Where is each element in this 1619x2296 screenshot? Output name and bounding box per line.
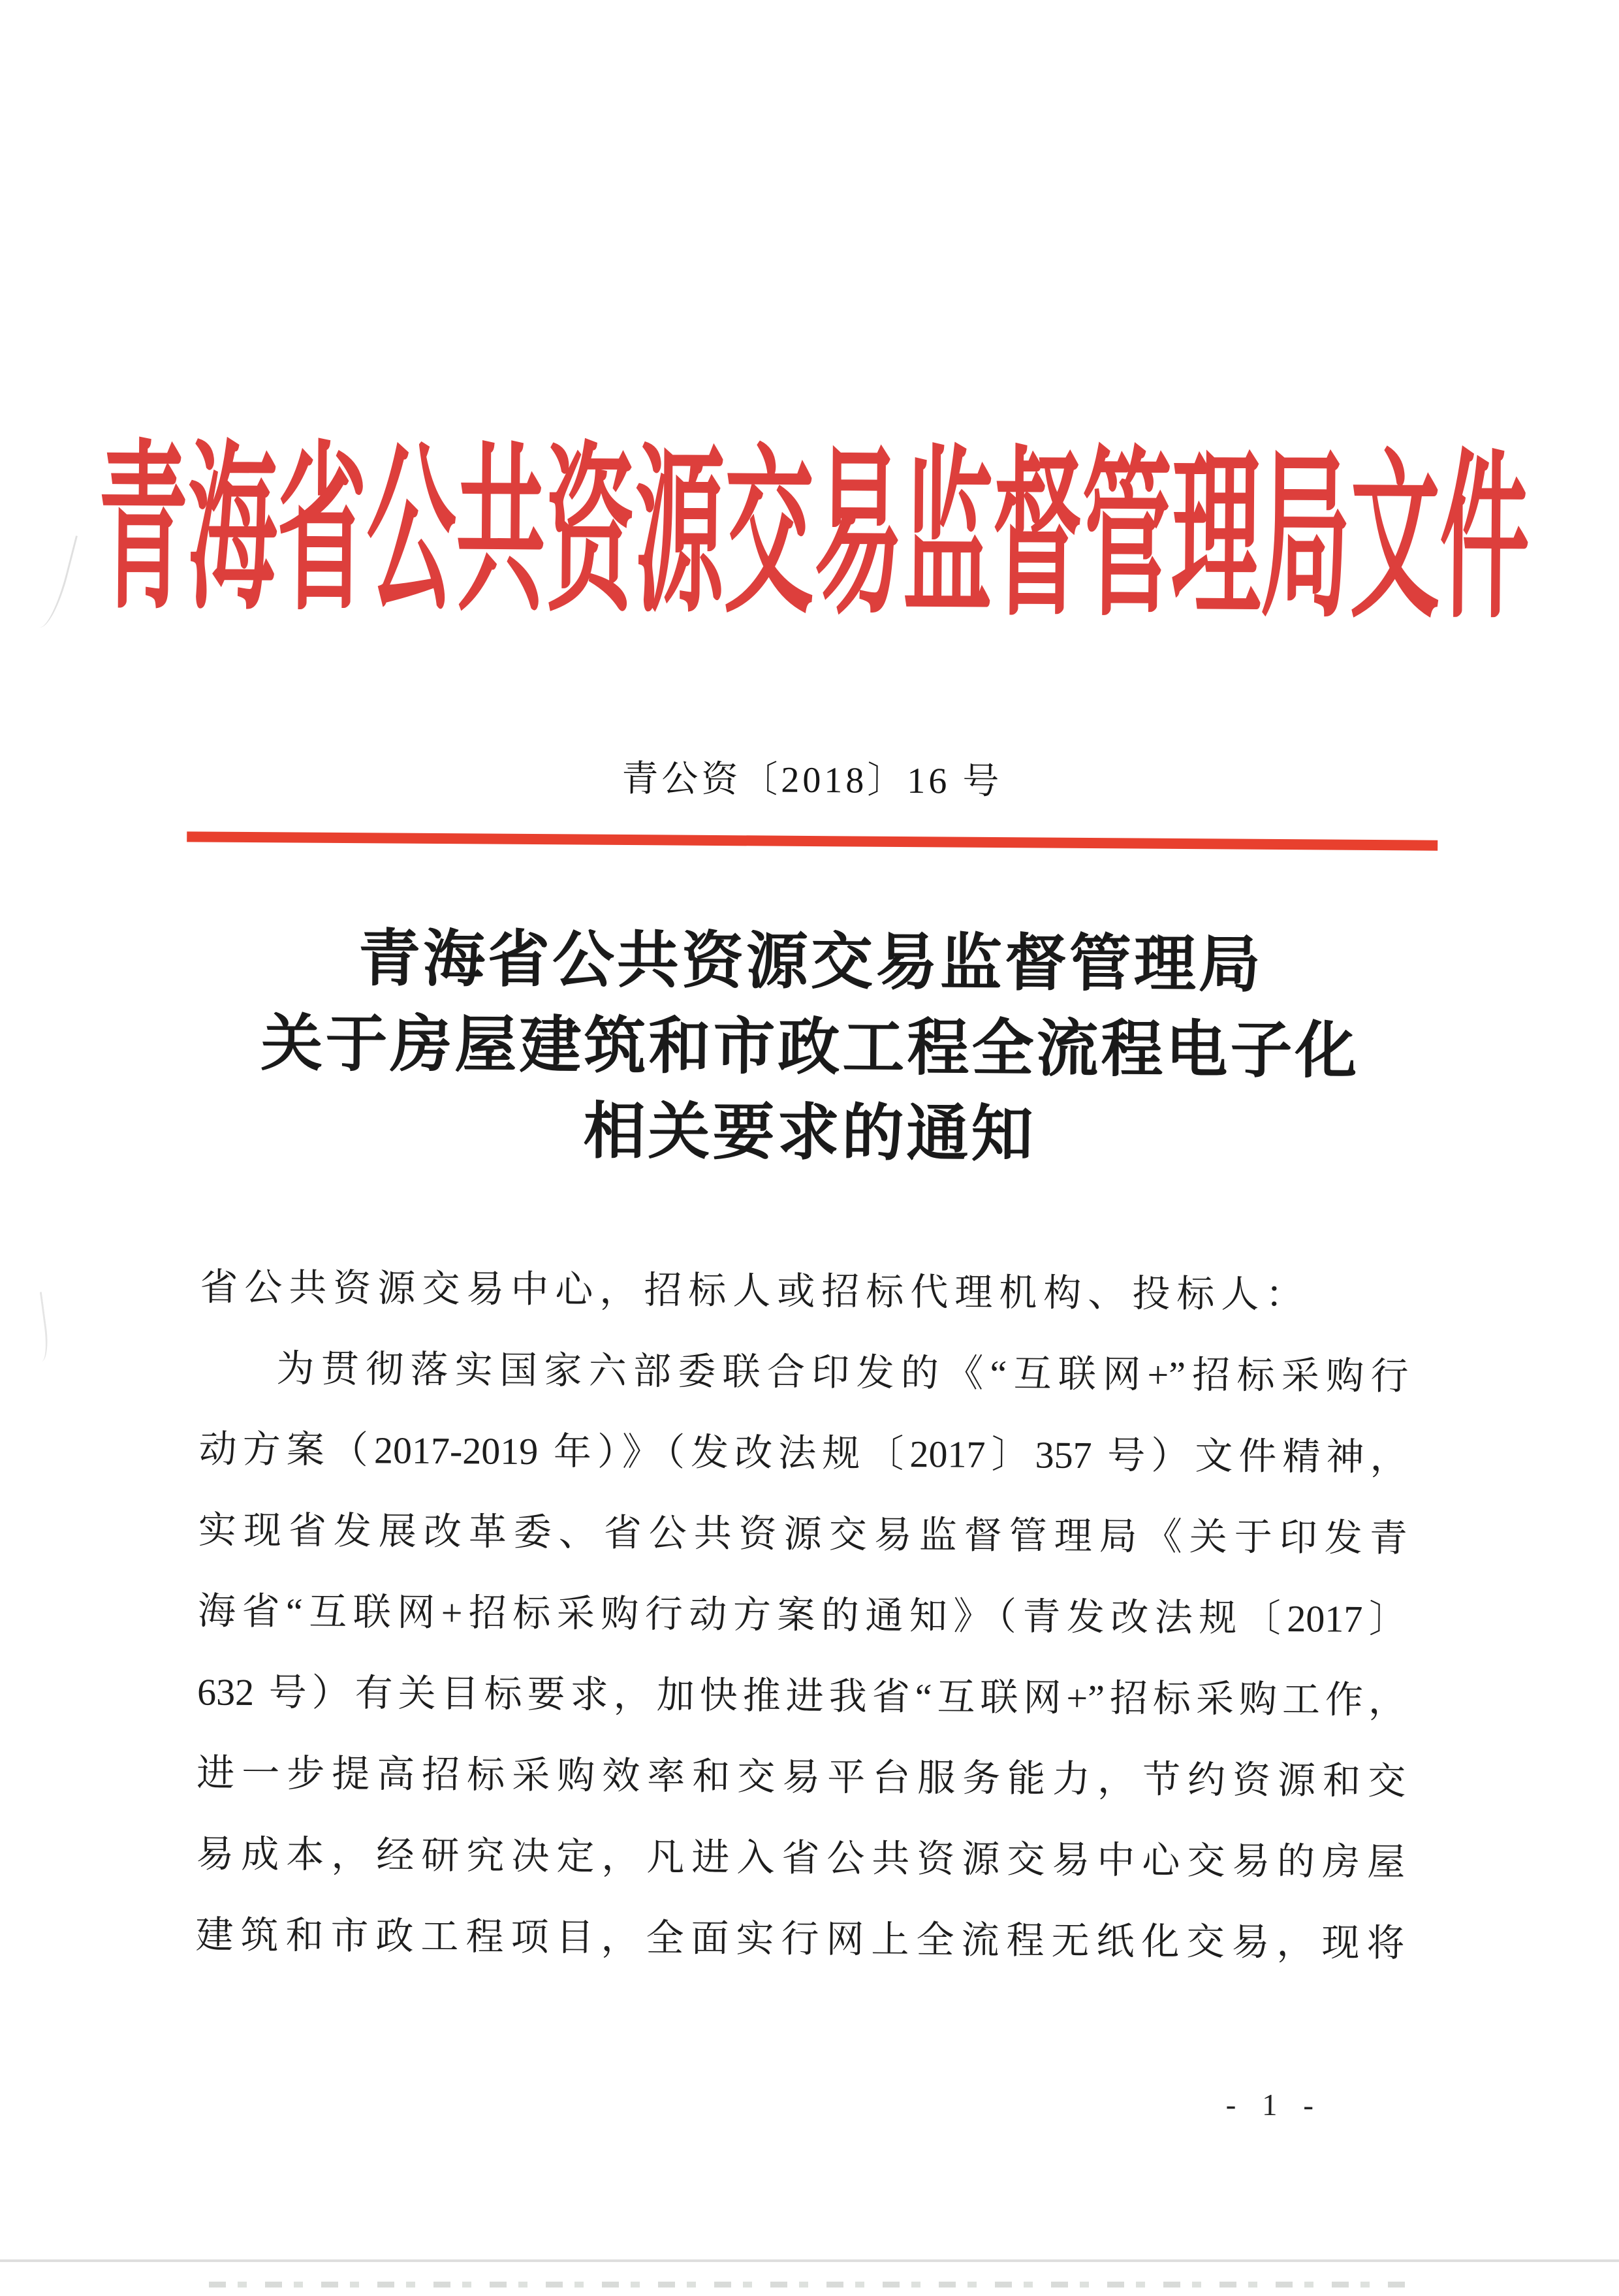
scan-artifact-mark <box>23 1292 51 1363</box>
body-line: 海省“互联网+招标采购行动方案的通知》（青发改法规〔2017〕 <box>197 1589 1407 1641</box>
body-line: 易成本，经研究决定，凡进入省公共资源交易中心交易的房屋 <box>196 1832 1406 1884</box>
document-title <box>0 914 1619 1181</box>
salutation-line: 省公共资源交易中心，招标人或招标代理机构、投标人： <box>200 1266 1310 1316</box>
body-line: 进一步提高招标采购效率和交易平台服务能力，节约资源和交 <box>196 1751 1406 1803</box>
body-line: 动方案（2017-2019 年）》（发改法规〔2017〕357 号）文件精神， <box>198 1427 1408 1479</box>
document-title-line-3: 相关要求的通知 <box>583 1096 1036 1170</box>
body-line: 实现省发展改革委、省公共资源交易监督管理局《关于印发青 <box>198 1508 1408 1560</box>
next-page-bleedthrough <box>209 2282 1410 2288</box>
document-title-line-2: 关于房屋建筑和市政工程全流程电子化 <box>260 1009 1360 1086</box>
page-number: - 1 - <box>1225 2088 1323 2123</box>
body-line: 为贯彻落实国家六部委联合印发的《“互联网+”招标采购行 <box>276 1347 1409 1398</box>
scan-fold-crease <box>0 2259 1619 2262</box>
body-line: 632 号）有关目标要求，加快推进我省“互联网+”招标采购工作， <box>196 1670 1407 1722</box>
red-divider-rule <box>187 831 1438 850</box>
document-title-line-1: 青海省公共资源交易监督管理局 <box>358 924 1264 1000</box>
red-header-banner: 青海省公共资源交易监督管理局文件 <box>97 430 1530 641</box>
document-number: 青公资〔2018〕16 号 <box>621 758 1003 803</box>
document-body <box>195 1247 1409 1984</box>
body-line: 建筑和市政工程项目，全面实行网上全流程无纸化交易，现将 <box>195 1913 1405 1965</box>
